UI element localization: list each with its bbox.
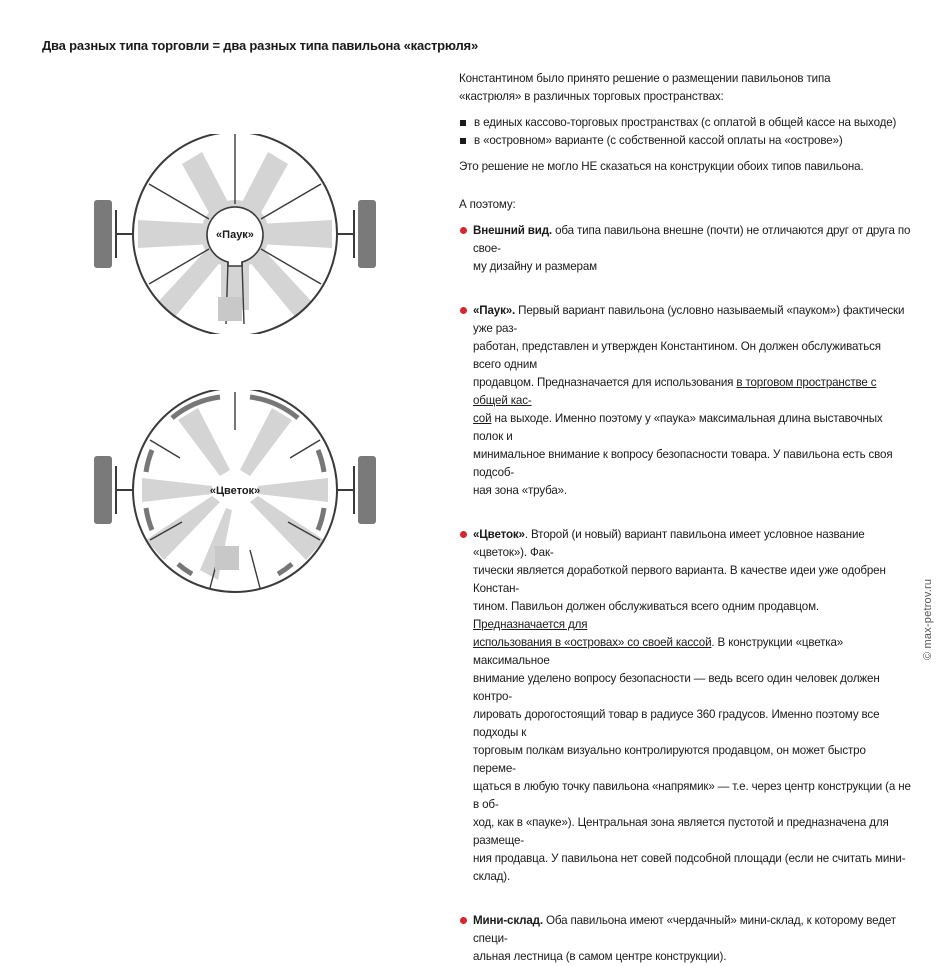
bullet-spider: «Паук». Первый вариант павильона (условно называемый «пауком») фактически уже раз- работан, представлен и утвержден Константином. Он должен обслуживаться всего одним продавцом. Предназначается для использования в торговом пространстве с общей кас- сой на выходе. Именно поэтому у «паука» максимальная длина выставочных полок и минимальное внимание к вопросу безопасности товара. У павильона есть своя подсоб- ная зона «труба». [459, 302, 911, 500]
red-bullet-icon [460, 307, 467, 314]
mini-warehouse-marker [218, 297, 242, 321]
bullet-flower: «Цветок». Второй (и новый) вариант павильона имеет условное название «цветок»). Фак- тически является доработкой первого варианта. В качестве идеи уже одобрен Констан- тином. Павильон должен обслуживаться всего одним продавцом. Предназначается для использования в «островах» со своей кассой. В конструкции «цветка» максимальное внимание уделено вопросу безопасности — ведь всего один человек должен контро- лировать дорогостоящий товар в радиусе 360 градусов. Именно поэтому все подходы к торговым полкам визуально контролируются продавцом, он может быстро переме- щаться в любую точку павильона «напрямик» — т.е. через центр конструкции (а не в об- ход, как в «пауке»). Центральная зона является пустотой и предназначена для размеще- ния продавца. У павильона нет совей подсобной площади (если не считать мини-склад). [459, 526, 911, 886]
list-item: в «островном» варианте (с собственной кассой оплаты на «острове») [459, 132, 911, 150]
left-handle [94, 200, 132, 268]
red-bullet-icon [460, 531, 467, 538]
intro-line-2: «кастрюля» в различных торговых пространствах: [459, 90, 724, 103]
intro-line-1: Константином было принято решение о размещении павильонов типа [459, 72, 831, 85]
spider-pavilion-diagram [80, 134, 390, 334]
left-handle [94, 456, 132, 524]
spider-label: «Паук» [216, 229, 254, 241]
conclusion-text: Это решение не могло НЕ сказаться на конструкции обоих типов павильона. [459, 160, 864, 173]
page-title: Два разных типа торговли = два разных типа павильона «кастрюля» [42, 38, 478, 53]
flower-pavilion-diagram [80, 390, 390, 600]
bullet-mini-warehouse: Мини-склад. Оба павильона имеют «чердачный» мини-склад, к которому ведет специ- альная лестница (в самом центре конструкции). [459, 912, 911, 966]
red-bullet-icon [460, 227, 467, 234]
watermark: © max-petrov.ru [922, 578, 934, 660]
red-bullet-icon [460, 917, 467, 924]
flower-label: «Цветок» [209, 485, 261, 497]
bullet-appearance: Внешний вид. оба типа павильона внешне (почти) не отличаются друг от друга по свое- му дизайну и размерам [459, 222, 911, 276]
square-bullet-icon [460, 120, 466, 126]
description-column [459, 70, 911, 966]
square-bullet-icon [460, 138, 466, 144]
mini-warehouse-marker [215, 546, 239, 570]
list-item: в единых кассово-торговых пространствах (с оплатой в общей кассе на выходе) [459, 114, 911, 132]
right-handle [338, 456, 376, 524]
placement-list [459, 114, 911, 150]
right-handle [338, 200, 376, 268]
therefore-text: А поэтому: [459, 198, 516, 211]
